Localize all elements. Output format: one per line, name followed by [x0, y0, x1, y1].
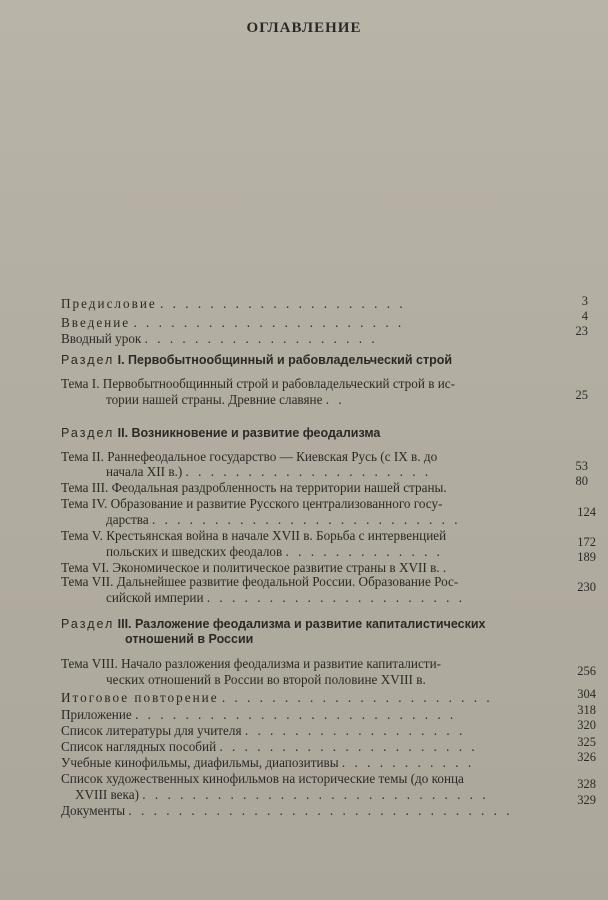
- toc-entry-label: польских и шведских феодалов: [106, 544, 283, 559]
- section-prefix: Раздел: [61, 426, 115, 440]
- toc-page-number: 3: [581, 294, 588, 308]
- toc-entry-label: Список литературы для учителя: [61, 723, 242, 738]
- toc-leader-dots: . . . . . . . . . . . . . . . . . . . . . . . . .: [151, 512, 461, 527]
- toc-entry-label: XVIII века): [75, 787, 139, 802]
- toc-entry-label: Итоговое повторение: [61, 690, 219, 705]
- toc-entry-topic-7-line2: [106, 590, 465, 605]
- section-prefix: Раздел: [61, 353, 115, 367]
- toc-entry-label: Введение: [61, 315, 131, 330]
- toc-entry-label: сийской империи: [106, 590, 204, 605]
- section-heading-3-line2: отношений в России: [125, 632, 254, 646]
- toc-page-number: 80: [575, 474, 588, 488]
- toc-entry-visual-aids: [61, 739, 478, 754]
- toc-page-number: 318: [577, 703, 596, 717]
- toc-leader-dots: . . . . . . . . . . .: [341, 755, 475, 770]
- toc-leader-dots: . .: [325, 392, 345, 407]
- section-title: II. Возникновение и развитие феодализма: [117, 426, 381, 440]
- toc-leader-dots: . . . . . . . . . . . . . . . . . . . . . .: [133, 315, 405, 330]
- page-title: ОГЛАВЛЕНИЕ: [246, 20, 362, 36]
- toc-leader-dots: . . . . . . . . . . . . . . . . . . .: [144, 331, 378, 346]
- toc-entry-topic-4-line2: [106, 512, 461, 527]
- toc-entry-topic-5-line2: [106, 544, 443, 559]
- toc-entry-label: тории нашей страны. Древние славяне: [106, 392, 323, 407]
- toc-entry-intro-lesson: [61, 331, 378, 346]
- section-heading-2: [61, 425, 380, 441]
- section-heading-3-line1: [61, 616, 485, 632]
- toc-entry-topic-3: Тема III. Феодальная раздробленность на территории нашей страны.: [61, 480, 447, 495]
- toc-entry-topic-5-line1: Тема V. Крестьянская война в начале XVII в. Борьба с интервенцией: [61, 528, 447, 543]
- toc-leader-dots: . . . . . . . . . . . . . . . . . . . . .: [206, 590, 465, 605]
- toc-page-number: 256: [577, 664, 596, 678]
- toc-leader-dots: . . . . . . . . . . . . . . . . . . . . .: [219, 739, 478, 754]
- toc-leader-dots: . . . . . . . . . . . . . . . . . . . . . . . . . .: [135, 707, 457, 722]
- toc-entry-topic-2-line2: [106, 464, 431, 479]
- toc-entry-label: Список наглядных пособий: [61, 739, 217, 754]
- toc-entry-topic-7-line1: Тема VII. Дальнейшее развитие феодальной России. Образование Рос-: [61, 574, 459, 589]
- toc-leader-dots: .: [442, 560, 450, 575]
- toc-entry-teacher-literature: [61, 723, 465, 738]
- toc-entry-topic-2-line1: Тема II. Раннефеодальное государство — Киевская Русь (с IX в. до: [61, 449, 438, 464]
- toc-leader-dots: . . . . . . . . . . . . . . . . . . . . . . . . . . . .: [142, 787, 489, 802]
- toc-page-number: 4: [581, 309, 588, 323]
- toc-entry-label: Учебные кинофильмы, диафильмы, диапозитивы: [61, 755, 339, 770]
- toc-entry-label: Предисловие: [61, 296, 157, 311]
- toc-entry-label: дарства: [106, 512, 149, 527]
- toc-entry-feature-films-line1: Список художественных кинофильмов на исторические темы (до конца: [61, 771, 464, 786]
- toc-page-number: 326: [577, 750, 596, 764]
- toc-leader-dots: . . . . . . . . . . . . . . . . . . . . . . . . . . . . . . .: [128, 803, 513, 818]
- toc-entry-topic-8-line1: Тема VIII. Начало разложения феодализма и развитие капиталисти-: [61, 656, 442, 671]
- toc-entry-introduction: [61, 315, 404, 330]
- toc-entry-preface: [61, 296, 406, 311]
- toc-entry-label: Приложение: [61, 707, 132, 722]
- toc-leader-dots: . . . . . . . . . . . . .: [285, 544, 443, 559]
- toc-page-number: 23: [575, 324, 588, 338]
- toc-entry-topic-8-line2: ческих отношений в России во второй половине XVIII в.: [106, 672, 426, 687]
- toc-page-number: 328: [577, 777, 596, 791]
- toc-entry-label: Документы: [61, 803, 126, 818]
- toc-page-number: 230: [577, 580, 596, 594]
- section-prefix: Раздел: [61, 617, 115, 631]
- toc-entry-appendix: [61, 707, 456, 722]
- toc-page-number: 124: [577, 505, 596, 519]
- toc-entry-feature-films-line2: [75, 787, 489, 802]
- toc-page-number: 53: [575, 459, 588, 473]
- toc-leader-dots: . . . . . . . . . . . . . . . . . . . . . .: [221, 690, 493, 705]
- toc-leader-dots: . . . . . . . . . . . . . . . . . .: [244, 723, 466, 738]
- section-heading-1: [61, 352, 452, 368]
- toc-page-number: 172: [577, 535, 596, 549]
- toc-entry-topic-1-line2: [106, 392, 345, 407]
- section-title: I. Первобытнообщинный и рабовладельческий строй: [117, 353, 453, 367]
- toc-page-number: 329: [577, 793, 596, 807]
- toc-page-number: 304: [577, 687, 596, 701]
- toc-entry-label: Вводный урок: [61, 331, 142, 346]
- toc-page-number: 189: [577, 550, 596, 564]
- toc-page-number: 320: [577, 718, 596, 732]
- toc-entry-documents: [61, 803, 513, 818]
- toc-entry-label: Тема VI. Экономическое и политическое развитие страны в XVII в.: [61, 560, 440, 575]
- toc-entry-educational-films: [61, 755, 474, 770]
- toc-entry-topic-6: [61, 560, 449, 575]
- toc-page-number: 325: [577, 735, 596, 749]
- toc-entry-topic-1-line1: Тема I. Первобытнообщинный строй и рабовладельческий строй в ис-: [61, 376, 456, 391]
- toc-leader-dots: . . . . . . . . . . . . . . . . . . . .: [185, 464, 432, 479]
- toc-leader-dots: . . . . . . . . . . . . . . . . . . . .: [160, 296, 406, 311]
- toc-entry-final-review: [61, 690, 493, 705]
- toc-entry-label: начала XII в.): [106, 464, 183, 479]
- section-title: III. Разложение феодализма и развитие капиталистических: [117, 617, 486, 631]
- toc-entry-topic-4-line1: Тема IV. Образование и развитие Русского централизованного госу-: [61, 496, 443, 511]
- toc-page-number: 25: [575, 388, 588, 402]
